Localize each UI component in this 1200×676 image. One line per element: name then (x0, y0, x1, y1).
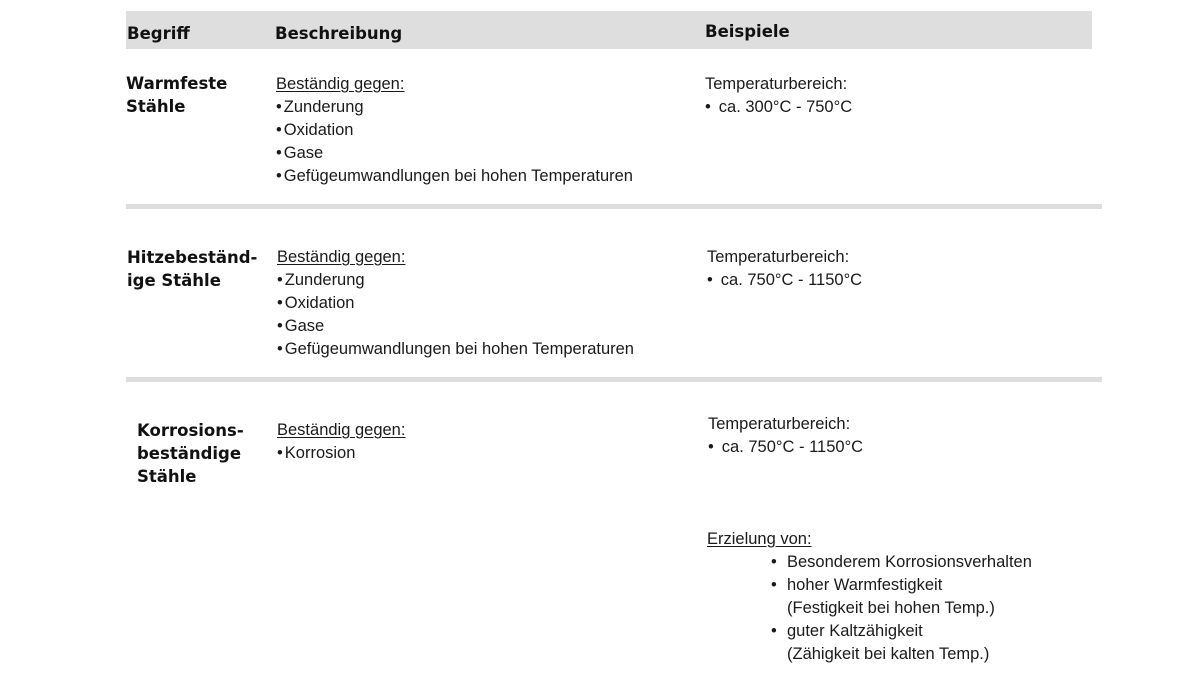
term-line: beständige (137, 444, 242, 463)
examples-label: Temperaturbereich: (707, 248, 850, 266)
table-header-band (126, 11, 1092, 49)
list-item: • Zunderung (277, 271, 365, 289)
term-line: Stähle (137, 467, 197, 486)
bullet: • (277, 317, 283, 335)
list-item: • Gefügeumwandlungen bei hohen Temperaturen (276, 167, 633, 185)
term-hitzebestaendige-staehle (127, 246, 257, 292)
term-korrosionsbestaendige-staehle (137, 419, 244, 488)
bullet: • (705, 98, 711, 116)
examples-label: Temperaturbereich: (705, 75, 848, 93)
bullet: • (276, 167, 282, 185)
description-label: Beständig gegen: (276, 75, 405, 93)
column-header-description: Beschreibung (275, 24, 403, 43)
term-line: Hitzebeständ- (127, 248, 258, 267)
list-item: • Oxidation (277, 294, 355, 312)
bullet: • (277, 340, 283, 358)
bullet: • (771, 553, 777, 571)
bullet: • (276, 144, 282, 162)
list-item: • Zunderung (276, 98, 364, 116)
list-item: • Gase (276, 144, 324, 162)
list-item: • ca. 750°C - 1150°C (708, 438, 864, 456)
list-item: • ca. 300°C - 750°C (705, 98, 853, 116)
description-list (276, 96, 633, 188)
bullet: • (277, 271, 283, 289)
column-header-term: Begriff (127, 24, 190, 43)
achievement-cell (707, 528, 1032, 666)
item-note: (Festigkeit bei hohen Temp.) (787, 599, 995, 617)
examples-list (705, 96, 852, 119)
achievement-label: Erzielung von: (707, 530, 812, 548)
list-item: • Korrosion (277, 444, 356, 462)
description-list (277, 442, 405, 465)
list-item: • ca. 750°C - 1150°C (707, 271, 863, 289)
list-item: • Oxidation (276, 121, 354, 139)
column-header-examples: Beispiele (705, 22, 790, 41)
bullet: • (707, 271, 713, 289)
description-label: Beständig gegen: (277, 421, 406, 439)
examples-cell (708, 413, 863, 459)
item-note: (Zähigkeit bei kalten Temp.) (787, 645, 990, 663)
examples-list (708, 436, 863, 459)
description-list (277, 269, 634, 361)
list-item: • Besonderem Korrosionsverhalten (771, 551, 1032, 574)
description-cell (276, 73, 633, 188)
list-item: • Gefügeumwandlungen bei hohen Temperaturen (277, 340, 634, 358)
achievement-list (707, 551, 1032, 666)
term-line: ige Stähle (127, 271, 221, 290)
list-item: • Gase (277, 317, 325, 335)
examples-cell (705, 73, 852, 119)
bullet: • (277, 444, 283, 462)
term-line: Stähle (126, 97, 186, 116)
description-cell (277, 419, 405, 465)
bullet: • (276, 121, 282, 139)
term-line: Korrosions- (137, 421, 244, 440)
term-line: Warmfeste (126, 74, 228, 93)
bullet: • (277, 294, 283, 312)
row-divider (126, 204, 1102, 209)
examples-cell (707, 246, 862, 292)
bullet: • (771, 576, 777, 594)
bullet: • (276, 98, 282, 116)
row-divider (126, 377, 1102, 382)
bullet: • (771, 622, 777, 640)
examples-list (707, 269, 862, 292)
list-item: • hoher Warmfestigkeit (Festigkeit bei hohen Temp.) (771, 574, 1032, 620)
description-label: Beständig gegen: (277, 248, 406, 266)
examples-label: Temperaturbereich: (708, 415, 851, 433)
list-item: • guter Kaltzähigkeit (Zähigkeit bei kalten Temp.) (771, 620, 1032, 666)
term-warmfeste-staehle (126, 72, 227, 118)
description-cell (277, 246, 634, 361)
bullet: • (708, 438, 714, 456)
